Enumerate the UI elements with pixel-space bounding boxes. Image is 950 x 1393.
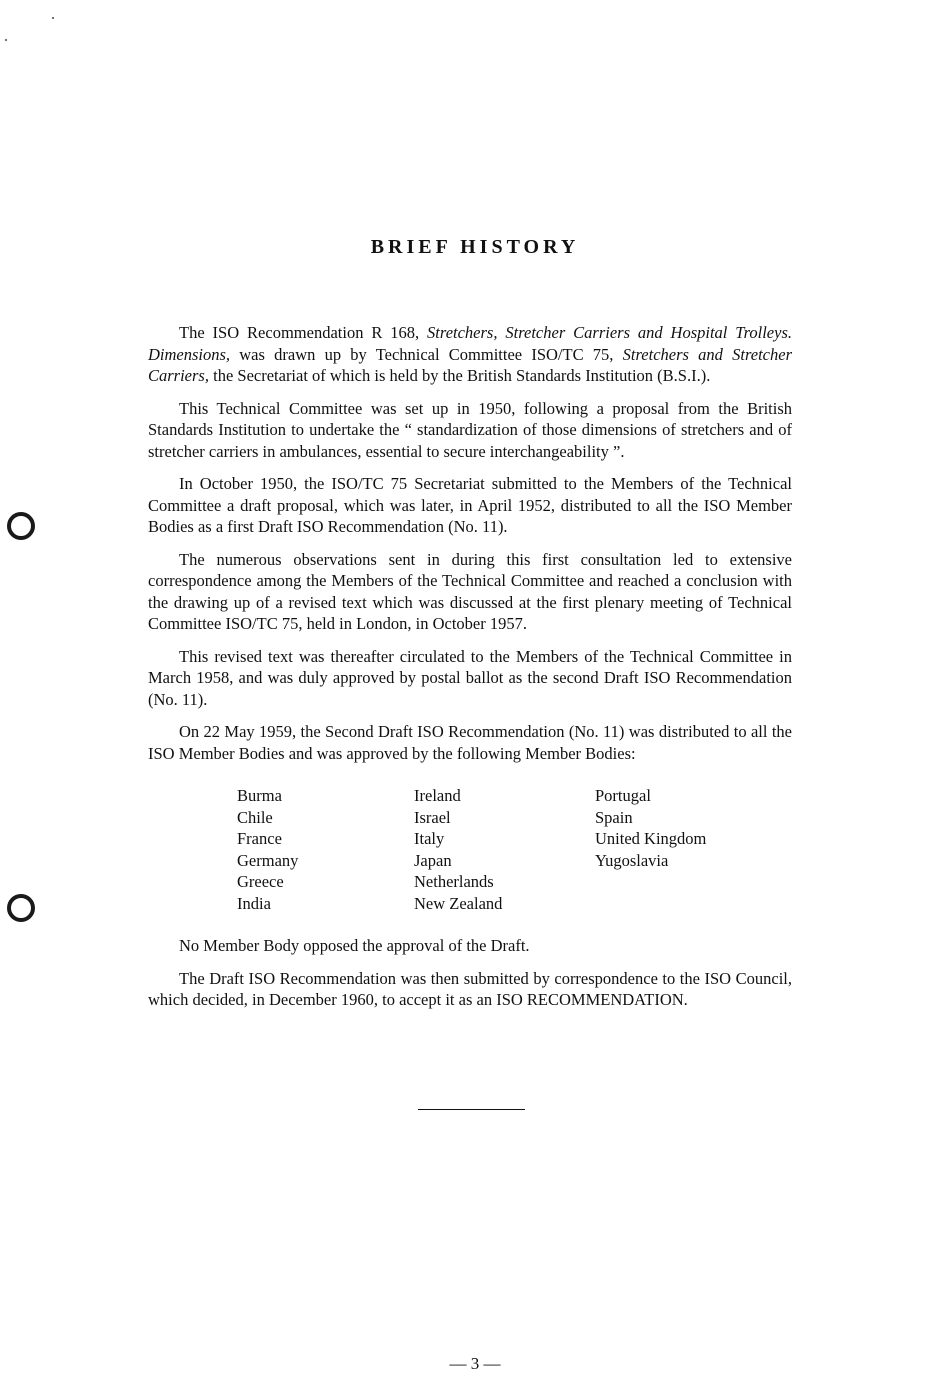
member-body: Israel xyxy=(414,807,451,827)
scan-speck xyxy=(5,39,7,41)
paragraph-2: This Technical Committee was set up in 1950, following a proposal from the British Standards Institution to undertake the “ standardization of those dimensions of stretchers and of stretcher carriers in ambulances, essential to secure interchangeability ”. xyxy=(148,398,792,461)
paragraph-7: No Member Body opposed the approval of the Draft. xyxy=(179,936,530,955)
member-body: Japan xyxy=(414,850,452,870)
document-body xyxy=(148,322,792,1022)
member-body: Yugoslavia xyxy=(595,850,669,870)
page-title: BRIEF HISTORY xyxy=(370,236,580,258)
member-bodies-list xyxy=(237,785,792,914)
punch-hole-icon xyxy=(7,512,35,540)
paragraph-5: This revised text was thereafter circulated to the Members of the Technical Committee in March 1958, and was duly approved by postal ballot as the second Draft ISO Recommendation (No. 11). xyxy=(148,646,792,709)
member-body: Italy xyxy=(414,829,445,848)
member-body: United Kingdom xyxy=(595,829,707,848)
member-body: India xyxy=(237,893,271,913)
scan-speck xyxy=(52,17,54,19)
member-body: France xyxy=(237,829,282,848)
member-body: Burma xyxy=(237,786,282,805)
paragraph-8: The Draft ISO Recommendation was then submitted by correspondence to the ISO Council, which decided, in December 1960, to accept it as an ISO RECOMMENDATION. xyxy=(148,968,792,1009)
member-body: Portugal xyxy=(595,786,651,805)
member-body xyxy=(595,871,795,893)
page-number: — 3 — xyxy=(449,1354,501,1373)
member-body: Greece xyxy=(237,872,284,891)
punch-hole-icon xyxy=(7,894,35,922)
paragraph-6: On 22 May 1959, the Second Draft ISO Recommendation (No. 11) was distributed to all the ISO Member Bodies and was approved by the following Member Bodies: xyxy=(148,722,792,763)
member-body: Spain xyxy=(595,807,633,827)
member-body: Germany xyxy=(237,850,299,870)
member-body: Ireland xyxy=(414,786,461,805)
member-body: Netherlands xyxy=(414,872,494,891)
paragraph-3: In October 1950, the ISO/TC 75 Secretariat submitted to the Members of the Technical Committee a draft proposal, which was later, in April 1952, distributed to all the ISO Member Bodies as a first Draft ISO Recommendation (No. 11). xyxy=(148,474,792,536)
paragraph-1: The ISO Recommendation R 168, Stretchers, Stretcher Carriers and Hospital Trolleys. Dimensions, was drawn up by Technical Committee ISO/TC 75, Stretchers and Stretcher Carriers, the Secretariat of which is held by the British Standards Institution (B.S.I.). xyxy=(148,323,792,385)
member-body: New Zealand xyxy=(414,893,503,913)
member-body xyxy=(595,893,795,915)
member-body: Chile xyxy=(237,807,273,827)
paragraph-4: The numerous observations sent in during this first consultation led to extensive correspondence among the Members of the Technical Committee and reached a conclusion with the drawing up of a revised text which was discussed at the first plenary meeting of Technical Committee ISO/TC 75, held in London, in October 1957. xyxy=(148,549,792,633)
end-rule xyxy=(418,1109,525,1110)
